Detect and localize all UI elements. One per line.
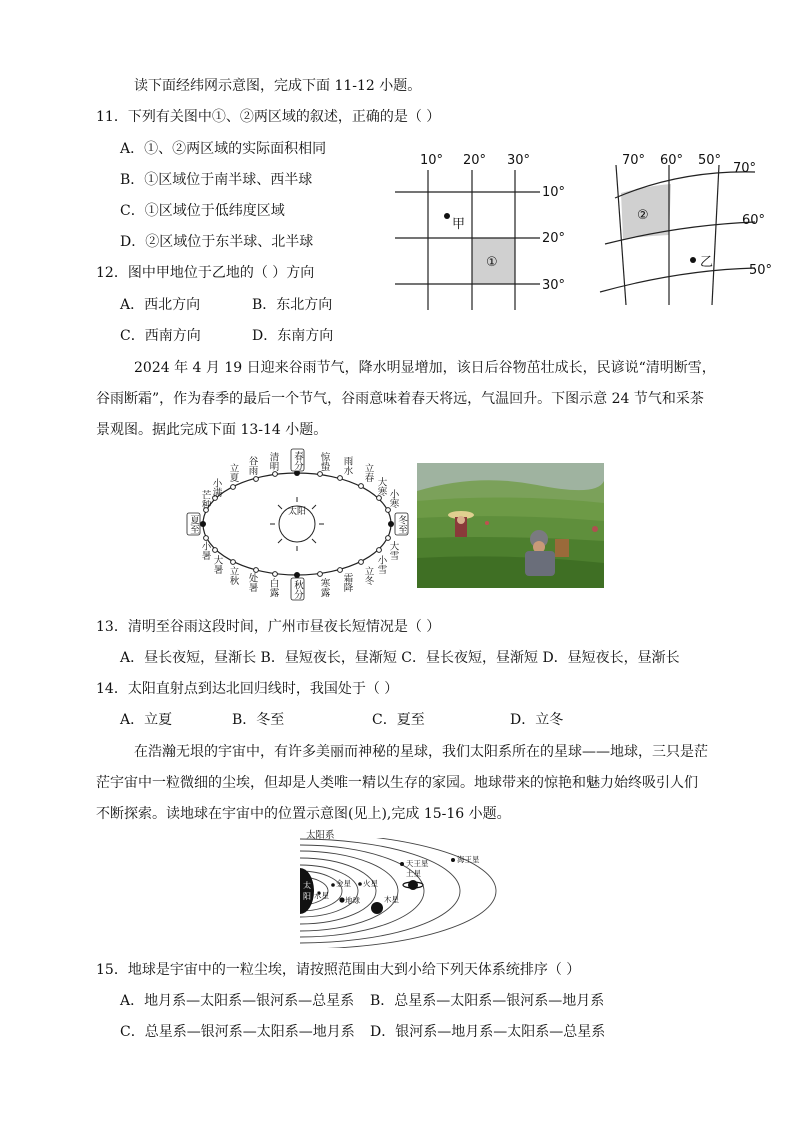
q13-options: A．昼长夜短，昼渐长 B．昼短夜长，昼渐短 C．昼长夜短，昼渐短 D．昼短夜长，昼渐长 [120,650,680,666]
passage-13-14-line1: 2024 年 4 月 19 日迎来谷雨节气，降水明显增加，该日后谷物茁壮成长，民谚说“清明断雪， [134,360,716,376]
planet-jupiter: 木星 [384,895,399,904]
q14-option-b: B．冬至 [232,712,285,728]
q12-option-b: B．东北方向 [252,297,333,313]
q14-option-a: A．立夏 [120,712,173,728]
q15-stem: 15．地球是宇宙中的一粒尘埃，请按照范围由大到小给下列天体系统排序（ ） [96,962,581,978]
grid-right-right-label: 50° [749,263,773,278]
q14-option-d: D．立冬 [510,712,564,728]
term-right-upper: 小寒 [387,489,399,508]
term-bottom: 白露 [267,578,279,597]
term-autumn-equinox: 秋分 [292,580,303,599]
sun-label-ss: 太 [303,881,311,890]
q11-option-c: C．①区域位于低纬度区域 [120,203,285,219]
q11-option-d: D．②区域位于东半球、北半球 [120,234,314,250]
q11-stem: 11．下列有关图中①、②两区域的叙述，正确的是（ ） [96,109,441,125]
planet-earth: 地球 [345,896,360,905]
term-summer-solstice: 夏至 [188,515,199,534]
sun-label: 太阳 [287,507,307,517]
term-top: 清明 [267,452,279,471]
grid-right-top-label: 70° [622,153,646,168]
q14-option-c: C．夏至 [372,712,425,728]
q12-option-d: D．东南方向 [252,328,334,344]
grid-left-right-label: 20° [542,231,566,246]
q12-option-a: A．西北方向 [120,297,201,313]
planet-mercury: 水星 [314,891,329,900]
term-right-lower: 大雪 [387,541,399,560]
term-winter-solstice: 冬至 [396,515,407,534]
term-bottom: 立秋 [227,566,239,585]
q15-option-b: B．总星系—太阳系—银河系—地月系 [370,993,605,1009]
passage-15-16-line3: 不断探索。读地球在宇宙中的位置示意图(见上),完成 15-16 小题。 [96,806,511,822]
term-top: 惊蛰 [318,452,330,471]
term-right-lower: 小雪 [375,555,387,574]
term-left: 芒种 [199,490,211,509]
intro-11-12: 读下面经纬网示意图，完成下面 11-12 小题。 [134,78,422,94]
svg-text:阳: 阳 [303,892,311,901]
term-right-upper: 大寒 [375,477,387,496]
q12-stem: 12．图中甲地位于乙地的（ ）方向 [96,265,315,281]
term-bottom: 霜降 [341,573,353,592]
point-yi-label: 乙 [700,255,714,270]
passage-13-14-line3: 景观图。据此完成下面 13-14 小题。 [96,422,328,438]
term-top: 立春 [362,463,374,482]
planet-uranus: 天王星 [406,859,429,868]
term-top: 立夏 [227,463,239,482]
grid-right-right-label: 60° [742,213,766,228]
term-bottom: 立冬 [362,566,374,585]
grid-left-top-label: 10° [420,153,444,168]
q15-option-d: D．银河系—地月系—太阳系—总星系 [370,1024,606,1040]
grid-left-right-label: 30° [542,278,566,293]
region-2-label: ② [637,208,649,223]
term-bottom: 处暑 [246,573,258,592]
q15-option-c: C．总星系—银河系—太阳系—地月系 [120,1024,355,1040]
q15-option-a: A．地月系—太阳系—银河系—总星系 [120,993,355,1009]
planet-neptune: 海王星 [457,855,480,864]
planet-saturn: 土星 [406,869,421,878]
region-1-label: ① [486,255,498,270]
term-bottom: 小暑 [199,541,211,560]
grid-right-top-label: 50° [698,153,722,168]
grid-right-top-label: 60° [660,153,684,168]
term-bottom: 寒露 [318,578,330,597]
q11-option-a: A．①、②两区域的实际面积相同 [120,141,327,157]
passage-13-14-line2: 谷雨断霜”，作为春季的最后一个节气，谷雨意味着春天将远，气温回升。下图示意 24 节气和采茶 [96,391,704,407]
grid-left-top-label: 30° [507,153,531,168]
grid-left-top-label: 20° [463,153,487,168]
planet-mars: 火星 [363,879,378,888]
term-left: 小满 [210,478,222,497]
term-spring-equinox: 春分 [292,451,303,470]
term-bottom: 大暑 [211,555,223,574]
term-top: 雨水 [341,456,353,475]
point-jia-label: 甲 [452,217,466,232]
q11-option-b: B．①区域位于南半球、西半球 [120,172,313,188]
q14-stem: 14．太阳直射点到达北回归线时，我国处于（ ） [96,681,399,697]
grid-right-right-label: 70° [733,161,757,176]
q13-stem: 13．清明至谷雨这段时间，广州市昼夜长短情况是（ ） [96,619,441,635]
grid-left-right-label: 10° [542,185,566,200]
solar-system-title: 太阳系 [306,830,335,841]
term-top: 谷雨 [246,456,258,475]
planet-venus: 金星 [336,879,351,888]
passage-15-16-line1: 在浩瀚无垠的宇宙中，有许多美丽而神秘的星球，我们太阳系所在的星球——地球，三只是茫 [134,744,708,760]
q12-option-c: C．西南方向 [120,328,201,344]
passage-15-16-line2: 茫宇宙中一粒微细的尘埃，但却是人类唯一精以生存的家园。地球带来的惊艳和魅力始终吸引人们 [96,775,698,791]
